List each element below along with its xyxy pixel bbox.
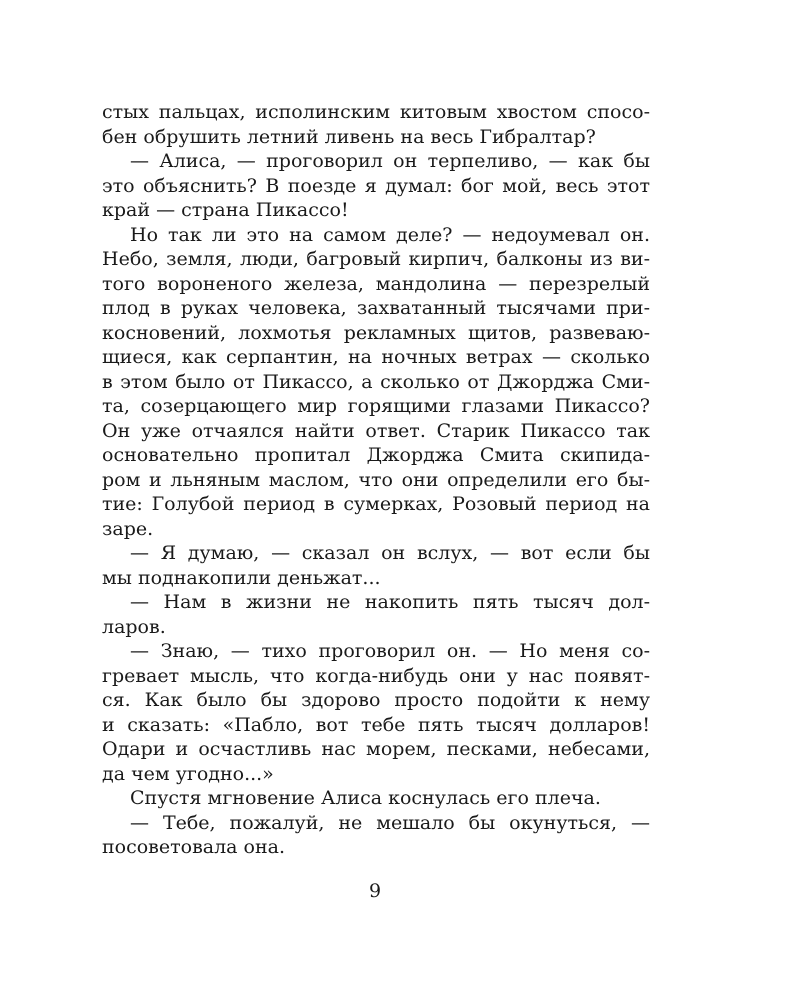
text-line: та, созерцающего мир горящими глазами Пикассо?: [102, 395, 650, 417]
text-line: Спустя мгновение Алиса коснулась его плеча.: [130, 787, 601, 809]
text-line: заре.: [102, 517, 154, 540]
page-body: [102, 100, 650, 860]
text-line: Одари и осчастливь нас морем, песками, небесами,: [102, 738, 650, 760]
text-line: ларов.: [102, 615, 166, 638]
text-line: — Тебе, пожалуй, не мешало бы окунуться, —: [130, 811, 650, 834]
text-line: ром и льняным маслом, что они определили его бы-: [102, 468, 650, 491]
text-line: посоветовала она.: [102, 836, 286, 858]
text-line: гревает мысль, что когда-нибудь они у нас появят-: [102, 664, 650, 687]
text-line: — Нам в жизни не накопить пять тысяч дол-: [130, 591, 650, 613]
text-line: плод в руках человека, захватанный тысячами при-: [102, 297, 650, 319]
text-line: Он уже отчаялся найти ответ. Старик Пикассо так: [102, 419, 650, 442]
text-line: ся. Как было бы здорово просто подойти к нему: [102, 689, 650, 711]
text-line: бен обрушить летний ливень на весь Гибралтар?: [102, 125, 596, 148]
text-line: Но так ли это на самом деле? — недоумевал он.: [130, 223, 650, 246]
text-line: основательно пропитал Джорджа Смита скипида-: [102, 444, 650, 466]
text-line: мы поднакопили деньжат...: [102, 566, 381, 589]
text-line: в этом было от Пикассо, а сколько от Джорджа Сми-: [102, 370, 650, 393]
text-line: щиеся, как серпантин, на ночных ветрах — сколько: [102, 346, 650, 368]
text-line: и сказать: «Пабло, вот тебе пять тысяч долларов!: [102, 713, 650, 736]
text-line: стых пальцах, исполинским китовым хвостом спосо-: [102, 101, 650, 123]
text-line: — Я думаю, — сказал он вслух, — вот если бы: [130, 542, 650, 564]
text-line: косновений, лохмотья рекламных щитов, развеваю-: [102, 321, 650, 344]
text-line: это объяснить? В поезде я думал: бог мой, весь этот: [102, 174, 650, 197]
text-line: край — страна Пикассо!: [102, 199, 349, 221]
text-line: — Знаю, — тихо проговорил он. — Но меня со-: [130, 640, 650, 662]
page-number: 9: [368, 880, 382, 902]
text-line: Небо, земля, люди, багровый кирпич, балконы из ви-: [102, 248, 650, 270]
text-line: да чем угодно...»: [102, 762, 274, 785]
text-line: того вороненого железа, мандолина — перезрелый: [102, 272, 650, 295]
text-line: — Алиса, — проговорил он терпеливо, — как бы: [130, 150, 650, 172]
text-line: тие: Голубой период в сумерках, Розовый период на: [102, 493, 650, 515]
